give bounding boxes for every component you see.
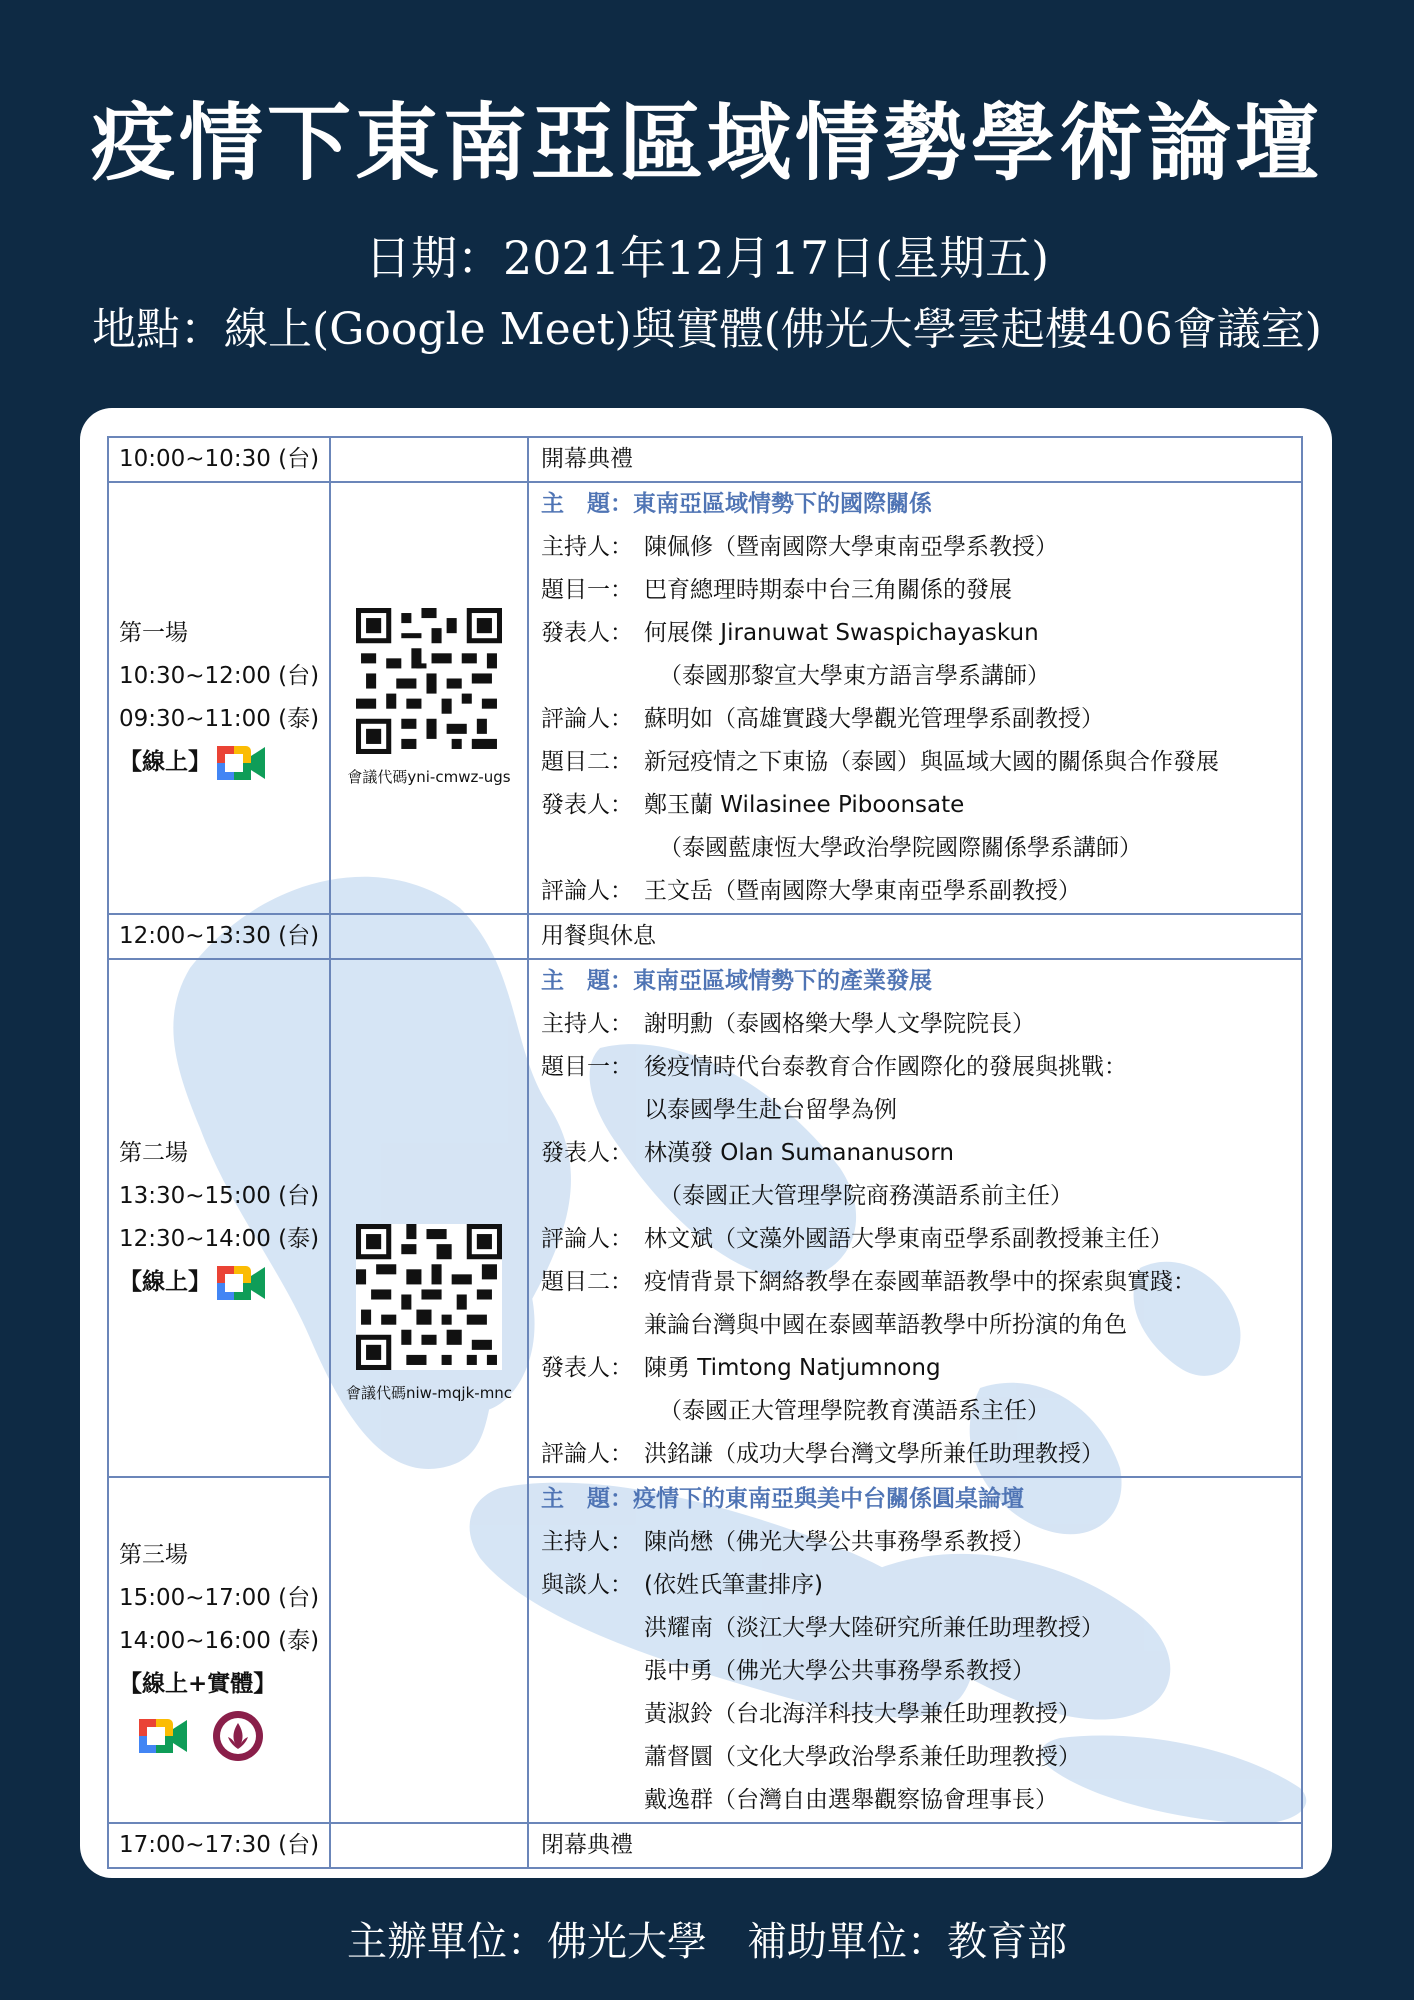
list-item: [541, 784, 1301, 827]
list-item: [541, 1218, 1301, 1261]
affiliation-text: （泰國正大管理學院商務漢語系前主任）: [659, 1183, 1073, 1209]
role-label: 發表人：: [541, 792, 633, 818]
list-item: [541, 569, 1301, 612]
session3-mode: 【線上+實體】: [119, 1671, 277, 1697]
list-item: [541, 870, 1301, 913]
session3-time-tw: 15:00~17:00 (台): [119, 1585, 320, 1611]
session3-content-cell: [528, 1477, 1302, 1823]
list-item: [541, 612, 1301, 655]
session3-name: 第三場: [119, 1542, 188, 1568]
organizers-footer: 主辦單位：佛光大學 補助單位：教育部: [347, 1919, 1067, 1965]
opening-time-cell: [108, 437, 330, 482]
role-text: 陳佩修（暨南國際大學東南亞學系教授）: [644, 534, 1058, 560]
lunch-label: 用餐與休息: [541, 923, 656, 949]
session1-time-cell: [108, 482, 330, 914]
table-row: [108, 1823, 1302, 1868]
role-text: 洪銘謙（成功大學台灣文學所兼任助理教授）: [644, 1441, 1104, 1467]
session1-time-tw: 10:30~12:00 (台): [119, 663, 320, 689]
google-meet-icon[interactable]: [215, 742, 267, 784]
role-label: 題目一：: [541, 577, 633, 603]
page-title: 疫情下東南亞區域情勢學術論壇: [90, 93, 1323, 192]
role-label: 發表人：: [541, 1355, 633, 1381]
list-item: [541, 1304, 1301, 1347]
session3-time-cell: [108, 1477, 330, 1823]
opening-time: 10:00~10:30 (台): [119, 446, 320, 472]
list-item: [541, 741, 1301, 784]
session3-mode-icons: [119, 1706, 329, 1766]
role-label: 與談人：: [541, 1572, 633, 1598]
list-item: [541, 1736, 1301, 1779]
event-date: 日期：2021年12月17日(星期五): [364, 231, 1050, 285]
list-item: [541, 1261, 1301, 1304]
role-label: 題目二：: [541, 749, 633, 775]
session2-meet-code: 會議代碼niw-mqjk-mnc: [345, 1384, 513, 1402]
empty-cell: [330, 914, 528, 959]
closing-time-cell: [108, 1823, 330, 1868]
session2-mode-label: 【線上】: [119, 1269, 211, 1295]
list-item: [541, 1650, 1301, 1693]
list-item: [541, 827, 1301, 870]
qr-code-icon[interactable]: [356, 1224, 502, 1370]
panelist-text: 洪耀南（淡江大學大陸研究所兼任助理教授）: [644, 1615, 1104, 1641]
qr-code-icon[interactable]: [356, 608, 502, 754]
panelist-text: 張中勇（佛光大學公共事務學系教授）: [644, 1658, 1035, 1684]
session2-content-cell: [528, 959, 1302, 1477]
session2-mode: [119, 1261, 329, 1304]
list-item: [541, 698, 1301, 741]
panelist-text: 蕭督圜（文化大學政治學系兼任助理教授）: [644, 1744, 1081, 1770]
table-row: [108, 437, 1302, 482]
university-seal-icon: [211, 1709, 265, 1763]
role-text: 以泰國學生赴台留學為例: [644, 1097, 897, 1123]
role-text: 疫情背景下網絡教學在泰國華語教學中的探索與實踐：: [644, 1269, 1196, 1295]
schedule-table: [107, 436, 1303, 1869]
list-item: [541, 1347, 1301, 1390]
session1-mode: [119, 741, 329, 784]
role-text: 後疫情時代台泰教育合作國際化的發展與挑戰：: [644, 1054, 1127, 1080]
empty-cell: [330, 437, 528, 482]
session2-name: 第二場: [119, 1140, 188, 1166]
role-label: 題目二：: [541, 1269, 633, 1295]
session2-time-tw: 13:30~15:00 (台): [119, 1183, 320, 1209]
session3-time-th: 14:00~16:00 (泰): [119, 1628, 320, 1654]
role-text: 何展傑 Jiranuwat Swaspichayaskun: [644, 620, 1039, 646]
role-text: 蘇明如（高雄實踐大學觀光管理學系副教授）: [644, 706, 1104, 732]
role-label: 評論人：: [541, 706, 633, 732]
list-item: [541, 1089, 1301, 1132]
session2-qr-cell: [330, 959, 528, 1823]
table-row: [108, 482, 1302, 914]
list-item: [541, 1779, 1301, 1822]
list-item: [541, 1175, 1301, 1218]
table-row: [108, 1477, 1302, 1823]
session1-content-cell: [528, 482, 1302, 914]
role-text: 謝明勳（泰國格樂大學人文學院院長）: [644, 1011, 1035, 1037]
affiliation-text: （泰國藍康恆大學政治學院國際關係學系講師）: [659, 835, 1142, 861]
google-meet-icon[interactable]: [137, 1715, 189, 1757]
role-label: 發表人：: [541, 620, 633, 646]
list-item: [541, 1046, 1301, 1089]
panelist-text: 黃淑鈴（台北海洋科技大學兼任助理教授）: [644, 1701, 1081, 1727]
empty-cell: [330, 1823, 528, 1868]
list-item: [541, 1390, 1301, 1433]
role-label: 題目一：: [541, 1054, 633, 1080]
role-text: (依姓氏筆畫排序): [644, 1572, 823, 1598]
opening-cell: [528, 437, 1302, 482]
role-text: 林漢發 Olan Sumananusorn: [644, 1140, 954, 1166]
table-row: [108, 959, 1302, 1477]
session2-time-th: 12:30~14:00 (泰): [119, 1226, 320, 1252]
session3-topic: 主 題：疫情下的東南亞與美中台關係圓桌論壇: [541, 1486, 1024, 1512]
opening-label: 開幕典禮: [541, 446, 633, 472]
role-text: 巴育總理時期泰中台三角關係的發展: [644, 577, 1012, 603]
role-label: 主持人：: [541, 534, 633, 560]
role-text: 兼論台灣與中國在泰國華語教學中所扮演的角色: [644, 1312, 1127, 1338]
role-label: 評論人：: [541, 1441, 633, 1467]
list-item: [541, 1003, 1301, 1046]
role-label: 主持人：: [541, 1011, 633, 1037]
session2-time-cell: [108, 959, 330, 1477]
list-item: [541, 526, 1301, 569]
lunch-time-cell: [108, 914, 330, 959]
session1-meet-code: 會議代碼yni-cmwz-ugs: [347, 768, 511, 786]
session1-topic: 主 題：東南亞區域情勢下的國際關係: [541, 491, 932, 517]
list-item: [541, 1564, 1301, 1607]
role-label: 主持人：: [541, 1529, 633, 1555]
closing-cell: [528, 1823, 1302, 1868]
lunch-cell: [528, 914, 1302, 959]
role-label: 評論人：: [541, 878, 633, 904]
closing-label: 閉幕典禮: [541, 1832, 633, 1858]
list-item: [541, 1607, 1301, 1650]
session2-topic: 主 題：東南亞區域情勢下的產業發展: [541, 968, 932, 994]
role-text: 新冠疫情之下東協（泰國）與區域大國的關係與合作發展: [644, 749, 1219, 775]
lunch-time: 12:00~13:30 (台): [119, 923, 320, 949]
event-venue: 地點：線上(Google Meet)與實體(佛光大學雲起樓406會議室): [92, 304, 1322, 355]
session1-time-th: 09:30~11:00 (泰): [119, 706, 320, 732]
session1-qr-cell: [330, 482, 528, 914]
list-item: [541, 1521, 1301, 1564]
role-label: 發表人：: [541, 1140, 633, 1166]
role-text: 林文斌（文藻外國語大學東南亞學系副教授兼主任）: [644, 1226, 1173, 1252]
google-meet-icon[interactable]: [215, 1262, 267, 1304]
closing-time: 17:00~17:30 (台): [119, 1832, 320, 1858]
affiliation-text: （泰國正大管理學院教育漢語系主任）: [659, 1398, 1050, 1424]
list-item: [541, 1132, 1301, 1175]
role-label: 評論人：: [541, 1226, 633, 1252]
list-item: [541, 1693, 1301, 1736]
panelist-text: 戴逸群（台灣自由選舉觀察協會理事長）: [644, 1787, 1058, 1813]
list-item: [541, 655, 1301, 698]
role-text: 陳尚懋（佛光大學公共事務學系教授）: [644, 1529, 1035, 1555]
list-item: [541, 1433, 1301, 1476]
schedule-card: [80, 408, 1332, 1878]
session1-name: 第一場: [119, 620, 188, 646]
table-row: [108, 914, 1302, 959]
affiliation-text: （泰國那黎宣大學東方語言學系講師）: [659, 663, 1050, 689]
role-text: 王文岳（暨南國際大學東南亞學系副教授）: [644, 878, 1081, 904]
role-text: 鄭玉蘭 Wilasinee Piboonsate: [644, 792, 965, 818]
role-text: 陳勇 Timtong Natjumnong: [644, 1355, 941, 1381]
session1-mode-label: 【線上】: [119, 749, 211, 775]
